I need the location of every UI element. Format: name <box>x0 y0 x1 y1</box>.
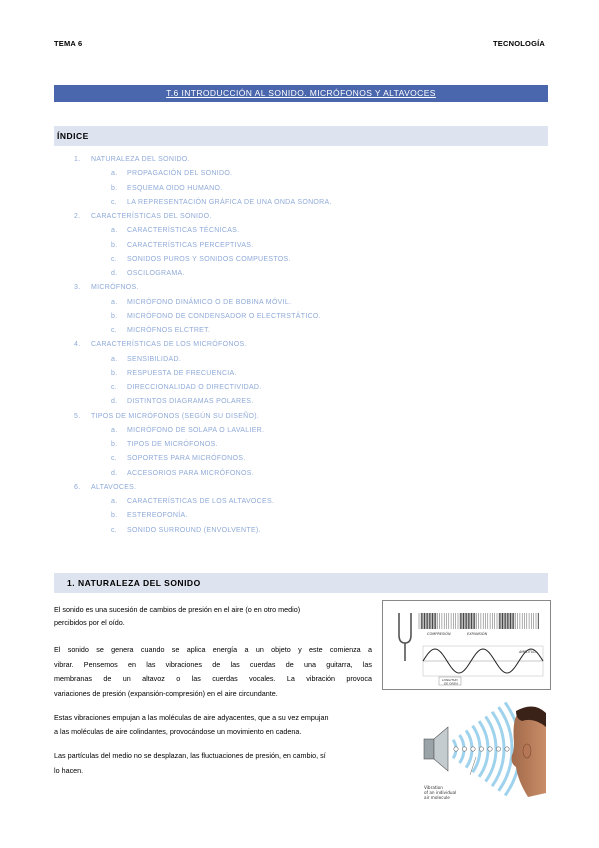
ear-icon <box>523 744 531 758</box>
air-molecule <box>488 747 492 751</box>
toc-item-text: RESPUESTA DE FRECUENCIA. <box>127 369 237 377</box>
tuning-fork-icon <box>399 613 411 661</box>
paragraph-1 <box>54 604 372 629</box>
toc-item-number: c. <box>111 198 118 206</box>
toc-item-text: SOPORTES PARA MICRÓFONOS. <box>127 455 246 463</box>
paragraph-2-line-1: El sonido se genera cuando se aplica energía a un objeto y este comienza a <box>54 645 372 654</box>
document-title-text: T.6 INTRODUCCIÓN AL SONIDO. MICRÓFONOS Y ALTAVOCES <box>166 88 436 98</box>
toc-item-number: b. <box>111 184 118 192</box>
paragraph-4-line-2: lo hacen. <box>54 766 84 775</box>
toc-item-number: b. <box>111 512 118 520</box>
speaker-to-ear-figure <box>410 697 547 805</box>
toc-item-number: b. <box>111 369 118 377</box>
toc-item-text: CARACTERÍSTICAS DE LOS MICRÓFONOS. <box>91 341 247 349</box>
toc-item-number: 3. <box>74 284 81 292</box>
toc-item-number: 2. <box>74 213 81 220</box>
tuning-fork-wave-illustration <box>383 601 550 689</box>
air-molecule <box>462 747 466 751</box>
toc-item-text: CARACTERÍSTICAS DEL SONIDO. <box>91 213 212 220</box>
caption-line-2: of an individual <box>424 790 457 795</box>
toc-item-text: ESTEREOFONÍA. <box>127 512 188 520</box>
toc-item-text: MICRÓFNOS. <box>91 284 139 292</box>
toc-item-text: MICRÓFONO DINÁMICO O DE BOBINA MÓVIL. <box>127 298 292 306</box>
toc-item-number: c. <box>111 526 118 534</box>
toc-item-number: a. <box>111 498 118 505</box>
paragraph-3-line-2: a las moléculas de aire colindantes, provocándose un movimiento en cadena. <box>54 727 302 736</box>
toc-item-number: a. <box>111 298 118 306</box>
caption-line-3: air molecule <box>424 795 450 800</box>
toc-item-text: SENSIBILIDAD. <box>127 355 182 363</box>
caption-line-1: Vibration <box>424 785 443 790</box>
expansion-label: EXPANSIÓN <box>467 632 488 636</box>
wavelength-label-2: DE ONDA <box>444 681 459 686</box>
toc-item-number: a. <box>111 170 118 178</box>
paragraph-2 <box>54 643 372 701</box>
compression-bands <box>419 613 538 629</box>
paragraph-3 <box>54 711 404 739</box>
toc-item-text: CARACTERÍSTICAS PERCEPTIVAS. <box>127 241 254 249</box>
toc-item-text: SONIDO SURROUND (ENVOLVENTE). <box>127 526 261 534</box>
speaker-icon <box>424 727 448 771</box>
air-molecule <box>505 747 509 751</box>
toc-item-number: a. <box>111 355 118 363</box>
toc-item-text: OSCILOGRAMA. <box>127 270 185 277</box>
toc-item-text: NATURALEZA DEL SONIDO. <box>91 156 190 163</box>
compression-label: COMPRESIÓN <box>427 632 451 636</box>
index-heading: ÍNDICE <box>54 126 548 146</box>
toc-item-number: c. <box>111 255 118 263</box>
air-molecule <box>471 747 475 751</box>
toc-item-number: b. <box>111 241 118 249</box>
section-1-heading: 1. NATURALEZA DEL SONIDO <box>54 573 548 593</box>
toc-item-number: d. <box>111 469 118 477</box>
human-head-icon <box>512 706 547 797</box>
air-molecule <box>479 747 483 751</box>
toc-item-text: TIPOS DE MICRÓFONOS. <box>127 441 218 448</box>
toc-item-number: b. <box>111 312 118 320</box>
toc-item-text: DISTINTOS DIAGRAMAS POLARES. <box>127 398 254 406</box>
toc-item-text: LA REPRESENTACIÓN GRÁFICA DE UNA ONDA SONORA. <box>127 198 332 206</box>
paragraph-2-line-2: vibrar. Pensemos en las vibraciones de las cuerdas de una guitarra, las <box>54 659 372 669</box>
toc-item-number: c. <box>111 455 118 463</box>
paragraph-2-line-3: membranas de un altavoz o las cuerdas vocales. La vibración provoca <box>54 674 372 683</box>
toc-item-number: a. <box>111 227 118 235</box>
toc-item-number: d. <box>111 398 118 406</box>
toc-item-text: MICRÓFONO DE CONDENSADOR O ELECTRSTÁTICO. <box>127 312 321 320</box>
toc-item-text: ACCESORIOS PARA MICRÓFONOS. <box>127 469 254 477</box>
paragraph-1-line-2: percibidos por el oído. <box>54 617 125 627</box>
air-molecules <box>454 747 509 751</box>
toc-item-text: ALTAVOCES. <box>91 483 137 491</box>
amplitude-label: AMPLITUD <box>519 650 536 654</box>
toc-item-text: ESQUEMA OIDO HUMANO. <box>127 184 223 192</box>
toc-item-text: CARACTERÍSTICAS DE LOS ALTAVOCES. <box>127 498 275 505</box>
document-title <box>54 85 548 102</box>
header-topic: TEMA 6 <box>54 39 83 48</box>
air-molecule <box>496 747 500 751</box>
toc-item-number: a. <box>111 426 118 434</box>
toc-item-text: CARACTERÍSTICAS TÉCNICAS. <box>127 227 240 235</box>
toc-item-number: d. <box>111 270 118 277</box>
header-subject: TECNOLOGÍA <box>493 39 545 48</box>
toc-item-number: b. <box>111 441 118 448</box>
air-molecule <box>454 747 458 751</box>
toc-item-text: MICRÓFNOS ELCTRET. <box>127 327 211 334</box>
toc-item-text: MICRÓFONO DE SOLAPA O LAVALIER. <box>127 426 265 434</box>
tuning-fork-wave-figure <box>382 600 551 690</box>
paragraph-3-line-1: Estas vibraciones empujan a las moléculas de aire adyacentes, que a su vez empujan <box>54 713 329 722</box>
speaker-ear-illustration <box>410 697 547 805</box>
toc-item-number: 5. <box>74 412 81 420</box>
paragraph-1-line-1: El sonido es una sucesión de cambios de presión en el aire (o en otro medio) <box>54 605 301 614</box>
paragraph-2-line-4: variaciones de presión (expansión-compresión) en el aire circundante. <box>54 688 278 698</box>
toc-item-number: c. <box>111 327 118 334</box>
paragraph-4-line-1: Las partículas del medio no se desplazan, las fluctuaciones de presión, en cambio, sí <box>54 751 326 760</box>
toc-item-number: 1. <box>74 156 81 163</box>
toc-item-text: SONIDOS PUROS Y SONIDOS COMPUESTOS. <box>127 255 291 263</box>
toc-item-text: DIRECCIONALIDAD O DIRECTIVIDAD. <box>127 384 262 391</box>
paragraph-4 <box>54 748 404 778</box>
toc-item-text: TIPOS DE MICRÓFONOS (SEGÚN SU DISEÑO). <box>91 412 260 420</box>
toc-item-number: c. <box>111 384 118 391</box>
toc-item-number: 4. <box>74 341 81 349</box>
wavelength-label-1: LONGITUD <box>442 678 458 682</box>
toc-item-number: 6. <box>74 483 81 491</box>
toc-item-text: PROPAGACIÓN DEL SONIDO. <box>127 170 233 178</box>
